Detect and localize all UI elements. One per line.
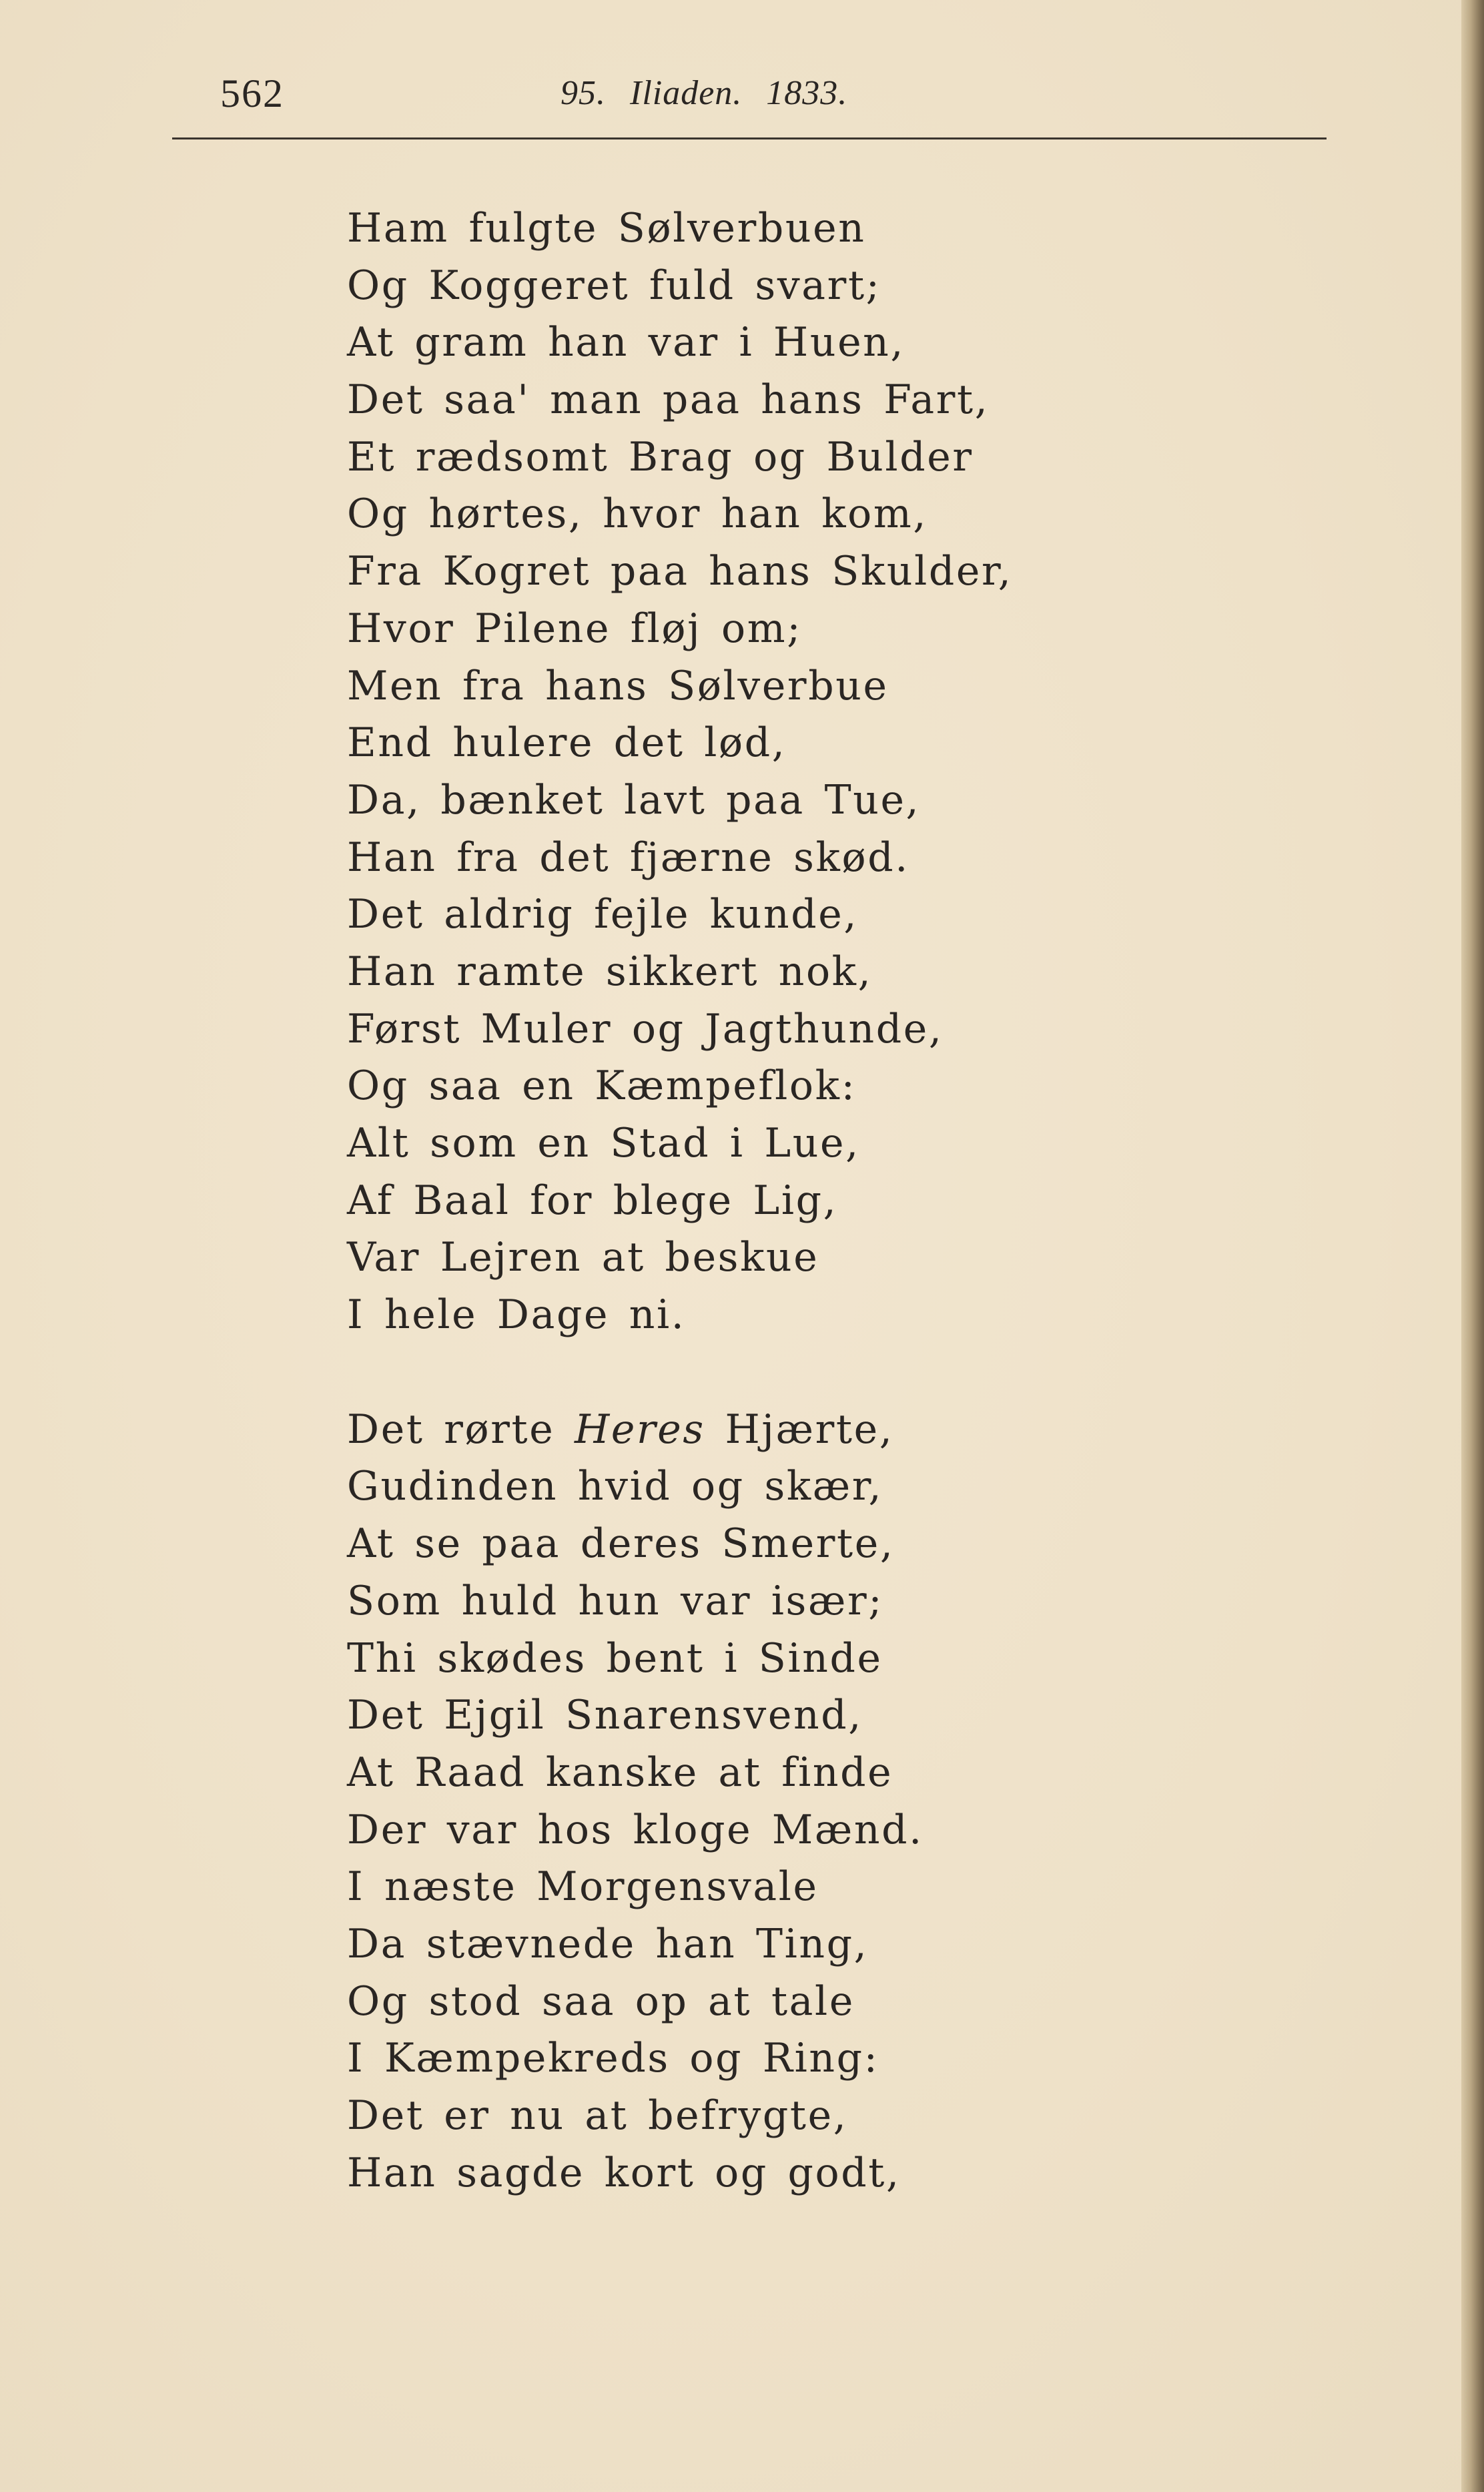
poem-line: Det aldrig fejle kunde,: [347, 891, 859, 938]
poem-line: Og Koggeret fuld svart;: [347, 262, 881, 309]
poem-line: Fra Kogret paa hans Skulder,: [347, 548, 1013, 595]
poem-line: Og hørtes, hvor han kom,: [347, 491, 928, 538]
italic-name: Heres: [574, 1406, 705, 1453]
line-text: Hjærte,: [705, 1406, 894, 1453]
poem-line: Alt som en Stad i Lue,: [347, 1120, 860, 1167]
poem-line: Som huld hun var især;: [347, 1577, 884, 1624]
poem-line: End hulere det lød,: [347, 719, 787, 767]
poem-line: Og saa en Kæmpeflok:: [347, 1062, 857, 1110]
poem-line: Og stod saa op at tale: [347, 1977, 855, 2025]
poem-line: Gudinden hvid og skær,: [347, 1463, 883, 1510]
poem-line: I Kæmpekreds og Ring:: [347, 2035, 879, 2082]
poem-line: Det saa' man paa hans Fart,: [347, 376, 990, 424]
poem-line: I hele Dage ni.: [347, 1291, 686, 1339]
poem-line: I næste Morgensvale: [347, 1863, 819, 1911]
poem-line: At gram han var i Huen,: [347, 319, 905, 366]
running-title: 95. Iliaden. 1833.: [561, 74, 848, 112]
poem-line: Ham fulgte Sølverbuen: [347, 205, 866, 252]
poem-line: [347, 1401, 1148, 1459]
line-text: Det rørte: [347, 1406, 575, 1453]
header-rule: [172, 137, 1327, 139]
page-number: 562: [220, 71, 284, 115]
poem-line: At se paa deres Smerte,: [347, 1520, 895, 1568]
poem-line: Det Ejgil Snarensvend,: [347, 1692, 863, 1739]
poem-line: Først Muler og Jagthunde,: [347, 1005, 944, 1052]
poem-line: Da stævnede han Ting,: [347, 1920, 869, 1967]
poem-line: Hvor Pilene fløj om;: [347, 605, 803, 652]
stanza-1: [347, 200, 1148, 1344]
poem-line: At Raad kanske at finde: [347, 1749, 893, 1796]
poem-line: Han fra det fjærne skød.: [347, 834, 909, 881]
poem-line: Men fra hans Sølverbue: [347, 662, 889, 709]
poem-line: Thi skødes bent i Sinde: [347, 1634, 883, 1682]
poem-line: Der var hos kloge Mænd.: [347, 1806, 923, 1853]
page-header: [0, 67, 1484, 127]
poem-line: Det er nu at befrygte,: [347, 2092, 848, 2139]
poem-line: Han sagde kort og godt,: [347, 2149, 901, 2196]
poem-line: Han ramte sikkert nok,: [347, 948, 873, 995]
poem-line: Var Lejren at beskue: [347, 1234, 819, 1281]
stanza-2: [347, 1401, 1148, 2202]
poem-line: Af Baal for blege Lig,: [347, 1177, 838, 1224]
poem-line: Da, bænket lavt paa Tue,: [347, 776, 921, 824]
poem: [347, 200, 1148, 2202]
poem-line: Et rædsomt Brag og Bulder: [347, 433, 974, 481]
page-edge-shadow: [1461, 0, 1484, 2492]
